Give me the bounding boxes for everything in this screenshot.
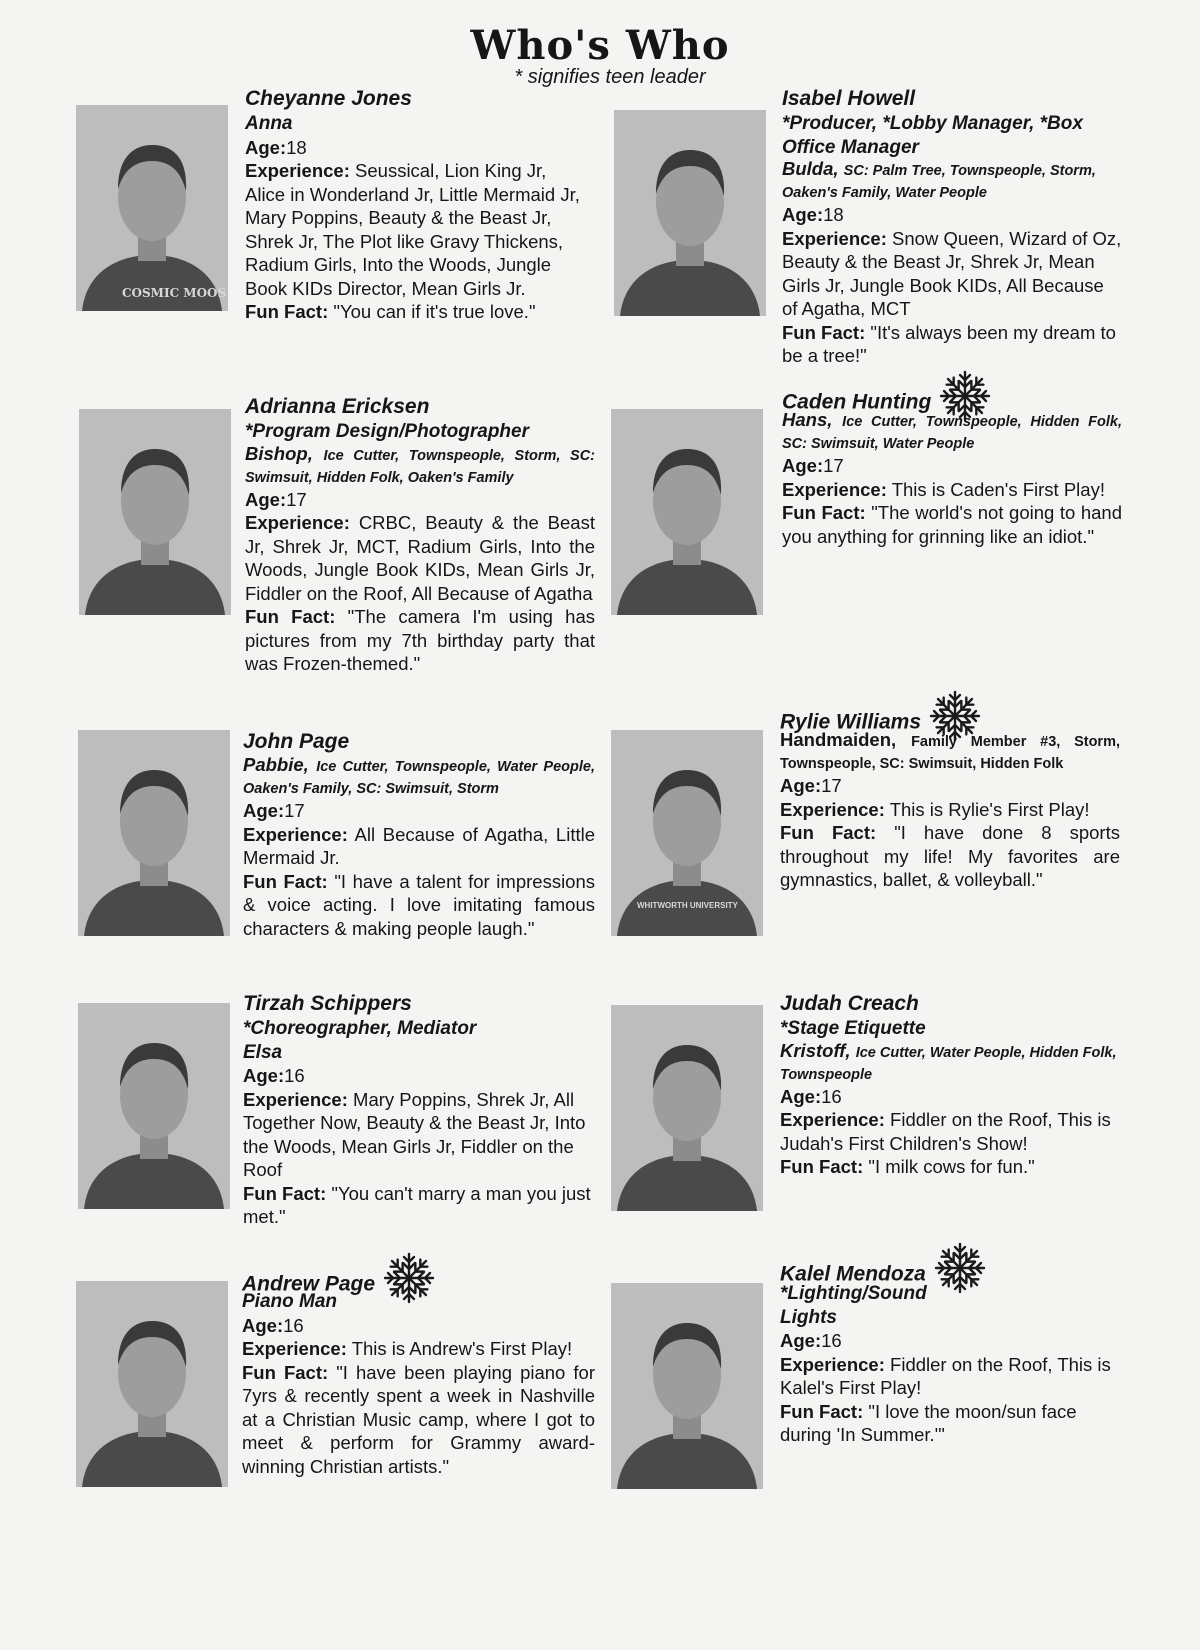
member-fun-fact: "The world's not going to hand you anything for grinning like an idiot." — [782, 502, 1122, 547]
member-experience: This is Rylie's First Play! — [889, 798, 1090, 820]
member-entry — [245, 394, 595, 676]
member-entry — [780, 991, 1120, 1179]
member-name: John Page — [243, 730, 350, 753]
member-name: Andrew Page — [242, 1272, 376, 1296]
member-age: 18 — [286, 136, 307, 158]
member-experience: This is Caden's First Play! — [891, 478, 1105, 500]
member-experience: Fiddler on the Roof, This is Judah's First Children's Show! — [780, 1109, 1111, 1154]
member-age: 18 — [823, 204, 844, 225]
fun-fact-label: Fun Fact: — [245, 301, 329, 322]
person-silhouette-icon — [611, 409, 763, 615]
fun-fact-label: Fun Fact: — [243, 1182, 327, 1204]
member-experience: CRBC, Beauty & the Beast Jr, Shrek Jr, MCT, Radium Girls, Into the Woods, Jungle Book KIDs, Mean Girls Jr, Fiddler on the Roof, All Because of Agatha — [245, 512, 595, 604]
experience-label: Experience: — [243, 1088, 348, 1110]
page-title: Who's Who — [470, 22, 730, 69]
member-age: 17 — [286, 488, 307, 510]
member-entry — [242, 1266, 595, 1478]
person-silhouette-icon — [78, 730, 230, 936]
headshot-photo — [78, 730, 230, 936]
fun-fact-label: Fun Fact: — [780, 1156, 864, 1177]
experience-label: Experience: — [780, 1353, 885, 1375]
age-label: Age: — [780, 1330, 822, 1351]
member-entry — [243, 991, 595, 1229]
headshot-photo — [614, 110, 766, 316]
experience-label: Experience: — [242, 1338, 347, 1359]
age-label: Age: — [242, 1314, 284, 1336]
member-name: Kalel Mendoza — [780, 1262, 926, 1286]
member-cast-extra: Ice Cutter, Water People, Hidden Folk, Townspeople — [780, 1044, 1117, 1083]
member-cast-extra: Ice Cutter, Townspeople, Water People, Oaken's Family, SC: Swimsuit, Storm — [243, 759, 596, 797]
member-fun-fact: "It's always been my dream to be a tree!" — [782, 321, 1116, 366]
person-silhouette-icon — [78, 1003, 230, 1209]
experience-label: Experience: — [782, 478, 887, 500]
member-name: Isabel Howell — [782, 87, 916, 110]
member-entry — [243, 729, 595, 940]
experience-label: Experience: — [245, 160, 350, 181]
member-name: Rylie Williams — [780, 710, 922, 734]
age-label: Age: — [243, 800, 285, 821]
member-entry — [782, 384, 1122, 548]
member-experience: Snow Queen, Wizard of Oz, Beauty & the Beast Jr, Shrek Jr, Mean Girls Jr, Jungle Book KIDs, All Because of Agatha, MCT — [782, 227, 1122, 319]
snowflake-icon — [383, 1252, 435, 1304]
headshot-photo — [79, 409, 231, 615]
experience-label: Experience: — [780, 1109, 885, 1130]
member-cast-extra: Ice Cutter, Townspeople, Storm, SC: Swimsuit, Hidden Folk, Oaken's Family — [245, 447, 596, 486]
person-silhouette-icon — [76, 105, 228, 311]
age-label: Age: — [782, 204, 824, 225]
person-silhouette-icon — [611, 730, 763, 936]
fun-fact-label: Fun Fact: — [780, 1400, 864, 1422]
headshot-photo — [611, 1283, 763, 1489]
member-age: 17 — [823, 455, 844, 476]
member-fun-fact: "You can't marry a man you just met." — [243, 1182, 591, 1227]
fun-fact-label: Fun Fact: — [243, 870, 328, 892]
shirt-text: WHITWORTH UNIVERSITY — [637, 901, 738, 910]
member-age: 17 — [284, 800, 305, 821]
person-silhouette-icon — [611, 1005, 763, 1211]
person-silhouette-icon — [611, 1283, 763, 1489]
headshot-photo — [611, 1005, 763, 1211]
member-age: 16 — [821, 1085, 842, 1107]
member-character: Hans, — [782, 409, 833, 430]
member-character: Bulda, — [782, 158, 839, 179]
member-fun-fact: "I love the moon/sun face during 'In Summer.'" — [780, 1400, 1077, 1445]
member-fun-fact: "I have been playing piano for 7yrs & recently spent a week in Nashville at a Christian Music camp, where I got to meet & perform for Grammy award-winning Christian artists." — [242, 1361, 595, 1477]
member-fun-fact: "The camera I'm using has pictures from my 7th birthday party that was Frozen-themed." — [245, 606, 595, 674]
age-label: Age: — [780, 775, 822, 796]
member-name: Tirzah Schippers — [243, 992, 412, 1015]
age-label: Age: — [245, 488, 287, 510]
member-fun-fact: "You can if it's true love." — [333, 301, 536, 322]
member-role: *Program Design/Photographer — [245, 421, 529, 442]
member-character: Bishop, — [245, 442, 313, 464]
member-experience: Seussical, Lion King Jr, Alice in Wonderland Jr, Little Mermaid Jr, Mary Poppins, Beauty & the Beast Jr, Shrek Jr, The Plot like Gravy Thickens, Radium Girls, Into the Woods, Jungle Book KIDs Director, Mean Girls Jr. — [245, 160, 580, 299]
fun-fact-label: Fun Fact: — [782, 502, 866, 523]
member-cast-extra: Ice Cutter, Townspeople, Hidden Folk, SC: Swimsuit, Water People — [782, 414, 1122, 452]
person-silhouette-icon — [614, 110, 766, 316]
age-label: Age: — [780, 1085, 822, 1107]
member-character: Handmaiden, — [780, 729, 897, 750]
member-experience: All Because of Agatha, Little Mermaid Jr. — [243, 823, 596, 868]
member-character: Anna — [245, 113, 293, 134]
member-role: *Stage Etiquette — [780, 1018, 926, 1039]
member-entry — [780, 1256, 1120, 1447]
member-cast-extra: SC: Palm Tree, Townspeople, Storm, Oaken's Family, Water People — [782, 163, 1096, 201]
age-label: Age: — [245, 136, 287, 158]
member-role: *Choreographer, Mediator — [243, 1018, 477, 1039]
member-age: 17 — [821, 775, 842, 796]
fun-fact-label: Fun Fact: — [242, 1361, 329, 1383]
member-name: Cheyanne Jones — [245, 87, 412, 110]
member-character: Lights — [780, 1306, 837, 1328]
member-age: 16 — [284, 1065, 305, 1086]
experience-label: Experience: — [245, 512, 350, 533]
member-role: *Lighting/Sound — [780, 1283, 927, 1304]
experience-label: Experience: — [243, 823, 348, 845]
member-experience: Mary Poppins, Shrek Jr, All Together Now, Beauty & the Beast Jr, Into the Woods, Mean Girls Jr, Fiddler on the Roof — [243, 1088, 586, 1180]
member-entry — [780, 704, 1120, 892]
member-character: Elsa — [243, 1041, 283, 1063]
fun-fact-label: Fun Fact: — [780, 822, 877, 843]
person-silhouette-icon — [76, 1281, 228, 1487]
headshot-photo — [76, 105, 228, 311]
member-fun-fact: "I milk cows for fun." — [868, 1156, 1035, 1177]
member-role: *Producer, *Lobby Manager, *Box Office Manager — [782, 113, 1083, 158]
member-cast-extra: Family Member #3, Storm, Townspeople, SC: Swimsuit, Hidden Folk — [780, 734, 1121, 772]
fun-fact-label: Fun Fact: — [782, 321, 866, 343]
age-label: Age: — [782, 455, 824, 476]
member-character: Piano Man — [242, 1291, 338, 1312]
headshot-photo — [611, 730, 763, 936]
headshot-photo — [78, 1003, 230, 1209]
member-age: 16 — [821, 1330, 842, 1351]
member-name: Judah Creach — [780, 992, 919, 1015]
member-entry — [245, 86, 590, 324]
member-character: Pabbie, — [243, 754, 309, 775]
headshot-photo — [76, 1281, 228, 1487]
snowflake-icon — [934, 1242, 986, 1294]
member-entry — [782, 86, 1122, 368]
shirt-text: COSMIC MOOS — [122, 286, 227, 300]
member-experience: This is Andrew's First Play! — [351, 1338, 573, 1359]
member-name: Adrianna Ericksen — [245, 395, 430, 418]
member-name: Caden Hunting — [782, 390, 932, 414]
member-age: 16 — [283, 1314, 304, 1336]
fun-fact-label: Fun Fact: — [245, 606, 336, 627]
experience-label: Experience: — [780, 798, 885, 820]
member-character: Kristoff, — [780, 1039, 851, 1061]
member-experience: Fiddler on the Roof, This is Kalel's First Play! — [780, 1353, 1111, 1398]
member-fun-fact: "I have a talent for impressions & voice acting. I love imitating famous characters & making people laugh." — [243, 870, 596, 939]
headshot-photo — [611, 409, 763, 615]
member-fun-fact: "I have done 8 sports throughout my life! My favorites are gymnastics, ballet, & volleyball." — [780, 822, 1120, 890]
page-subtitle: * signifies teen leader — [514, 66, 706, 88]
experience-label: Experience: — [782, 227, 887, 249]
age-label: Age: — [243, 1065, 285, 1086]
person-silhouette-icon — [79, 409, 231, 615]
